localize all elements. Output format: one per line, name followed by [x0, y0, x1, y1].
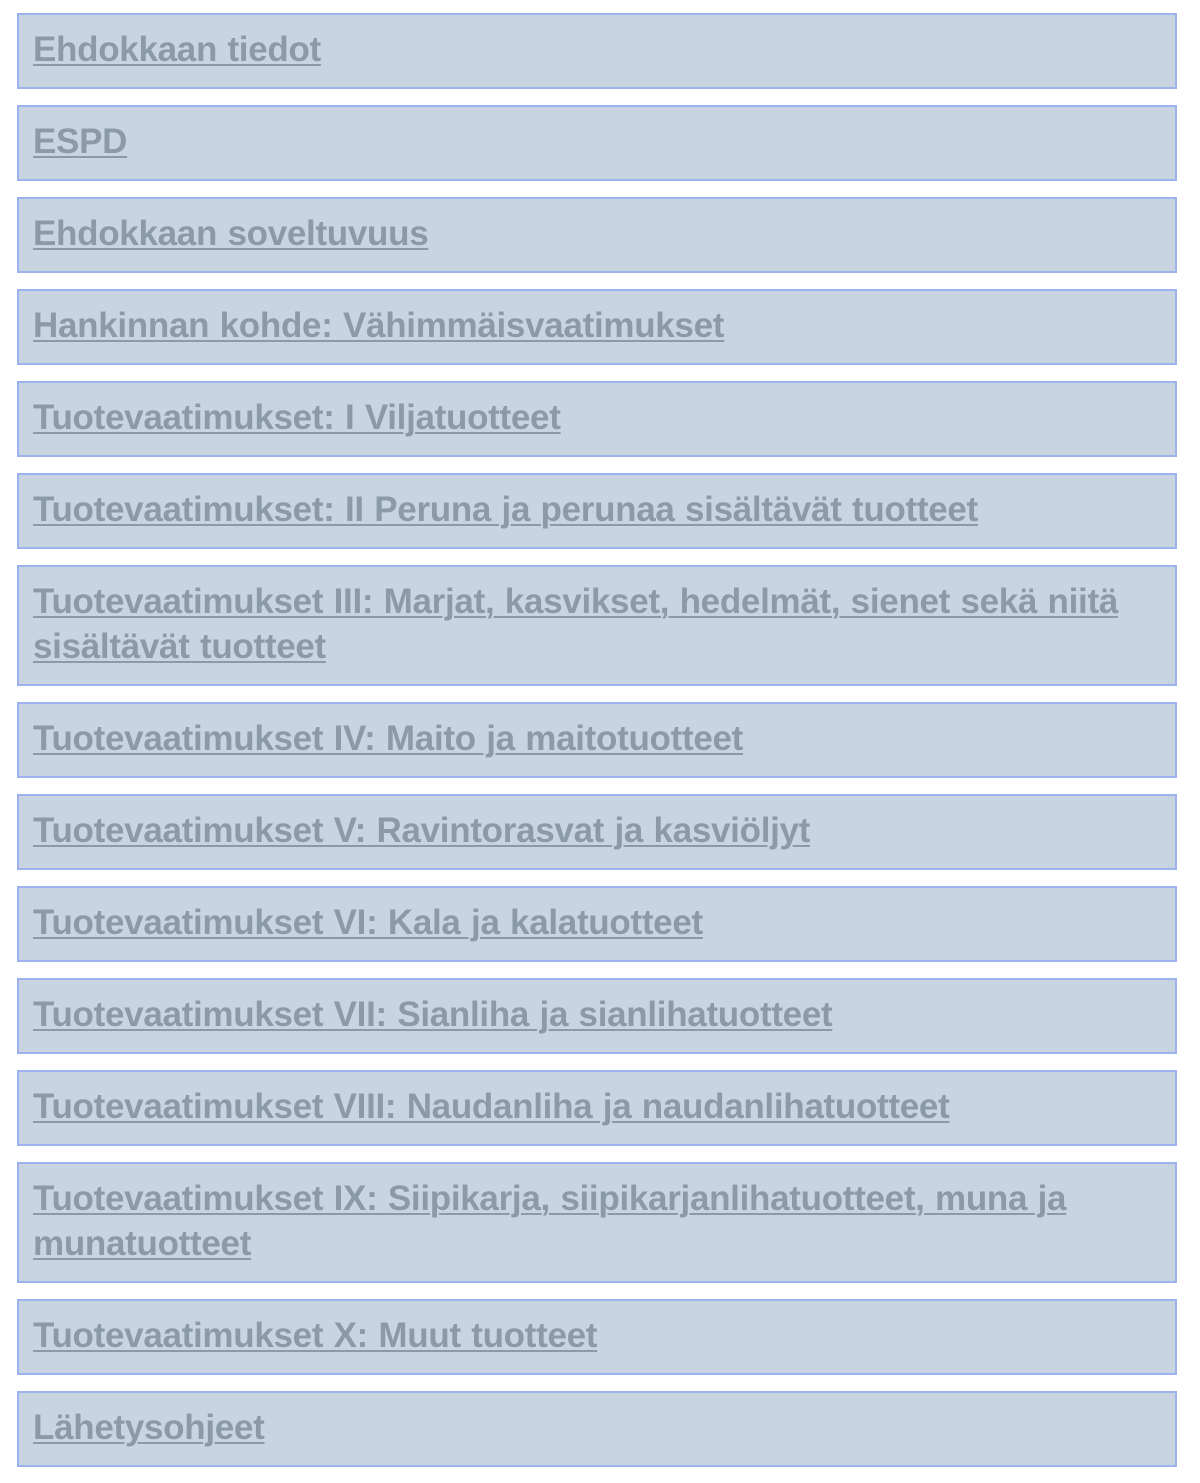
nav-link-tuotevaatimukset-v[interactable]: Tuotevaatimukset V: Ravintorasvat ja kasviöljyt — [33, 811, 811, 850]
nav-item-tuotevaatimukset-x[interactable] — [17, 1299, 1177, 1375]
nav-link-tuotevaatimukset-viii[interactable]: Tuotevaatimukset VIII: Naudanliha ja naudanlihatuotteet — [33, 1087, 950, 1126]
nav-item-ehdokkaan-soveltuvuus[interactable] — [17, 197, 1177, 273]
nav-item-tuotevaatimukset-iii[interactable] — [17, 565, 1177, 686]
nav-item-tuotevaatimukset-ii[interactable] — [17, 473, 1177, 549]
nav-item-tuotevaatimukset-vii[interactable] — [17, 978, 1177, 1054]
nav-link-tuotevaatimukset-x[interactable]: Tuotevaatimukset X: Muut tuotteet — [33, 1316, 598, 1355]
nav-item-tuotevaatimukset-vi[interactable] — [17, 886, 1177, 962]
nav-item-tuotevaatimukset-iv[interactable] — [17, 702, 1177, 778]
nav-link-tuotevaatimukset-ii[interactable]: Tuotevaatimukset: II Peruna ja perunaa sisältävät tuotteet — [33, 490, 978, 529]
nav-link-lahetysohjeet[interactable]: Lähetysohjeet — [33, 1408, 265, 1447]
nav-item-tuotevaatimukset-viii[interactable] — [17, 1070, 1177, 1146]
nav-item-tuotevaatimukset-ix[interactable] — [17, 1162, 1177, 1283]
nav-link-tuotevaatimukset-vi[interactable]: Tuotevaatimukset VI: Kala ja kalatuotteet — [33, 903, 703, 942]
nav-link-tuotevaatimukset-i[interactable]: Tuotevaatimukset: I Viljatuotteet — [33, 398, 561, 437]
nav-item-espd[interactable] — [17, 105, 1177, 181]
nav-link-ehdokkaan-tiedot[interactable]: Ehdokkaan tiedot — [33, 30, 321, 69]
nav-link-tuotevaatimukset-iv[interactable]: Tuotevaatimukset IV: Maito ja maitotuotteet — [33, 719, 744, 758]
section-navigation — [17, 13, 1177, 1483]
nav-link-tuotevaatimukset-iii[interactable]: Tuotevaatimukset III: Marjat, kasvikset, hedelmät, sienet sekä niitä sisältävät tuotteet — [33, 582, 1118, 666]
nav-link-tuotevaatimukset-ix[interactable]: Tuotevaatimukset IX: Siipikarja, siipikarjanlihatuotteet, muna ja munatuotteet — [33, 1179, 1067, 1263]
nav-link-ehdokkaan-soveltuvuus[interactable]: Ehdokkaan soveltuvuus — [33, 214, 429, 253]
nav-item-lahetysohjeet[interactable] — [17, 1391, 1177, 1467]
nav-link-hankinnan-kohde[interactable]: Hankinnan kohde: Vähimmäisvaatimukset — [33, 306, 725, 345]
nav-item-tuotevaatimukset-i[interactable] — [17, 381, 1177, 457]
nav-item-ehdokkaan-tiedot[interactable] — [17, 13, 1177, 89]
nav-item-hankinnan-kohde[interactable] — [17, 289, 1177, 365]
nav-link-espd[interactable]: ESPD — [33, 122, 128, 161]
nav-link-tuotevaatimukset-vii[interactable]: Tuotevaatimukset VII: Sianliha ja sianlihatuotteet — [33, 995, 833, 1034]
nav-item-tuotevaatimukset-v[interactable] — [17, 794, 1177, 870]
